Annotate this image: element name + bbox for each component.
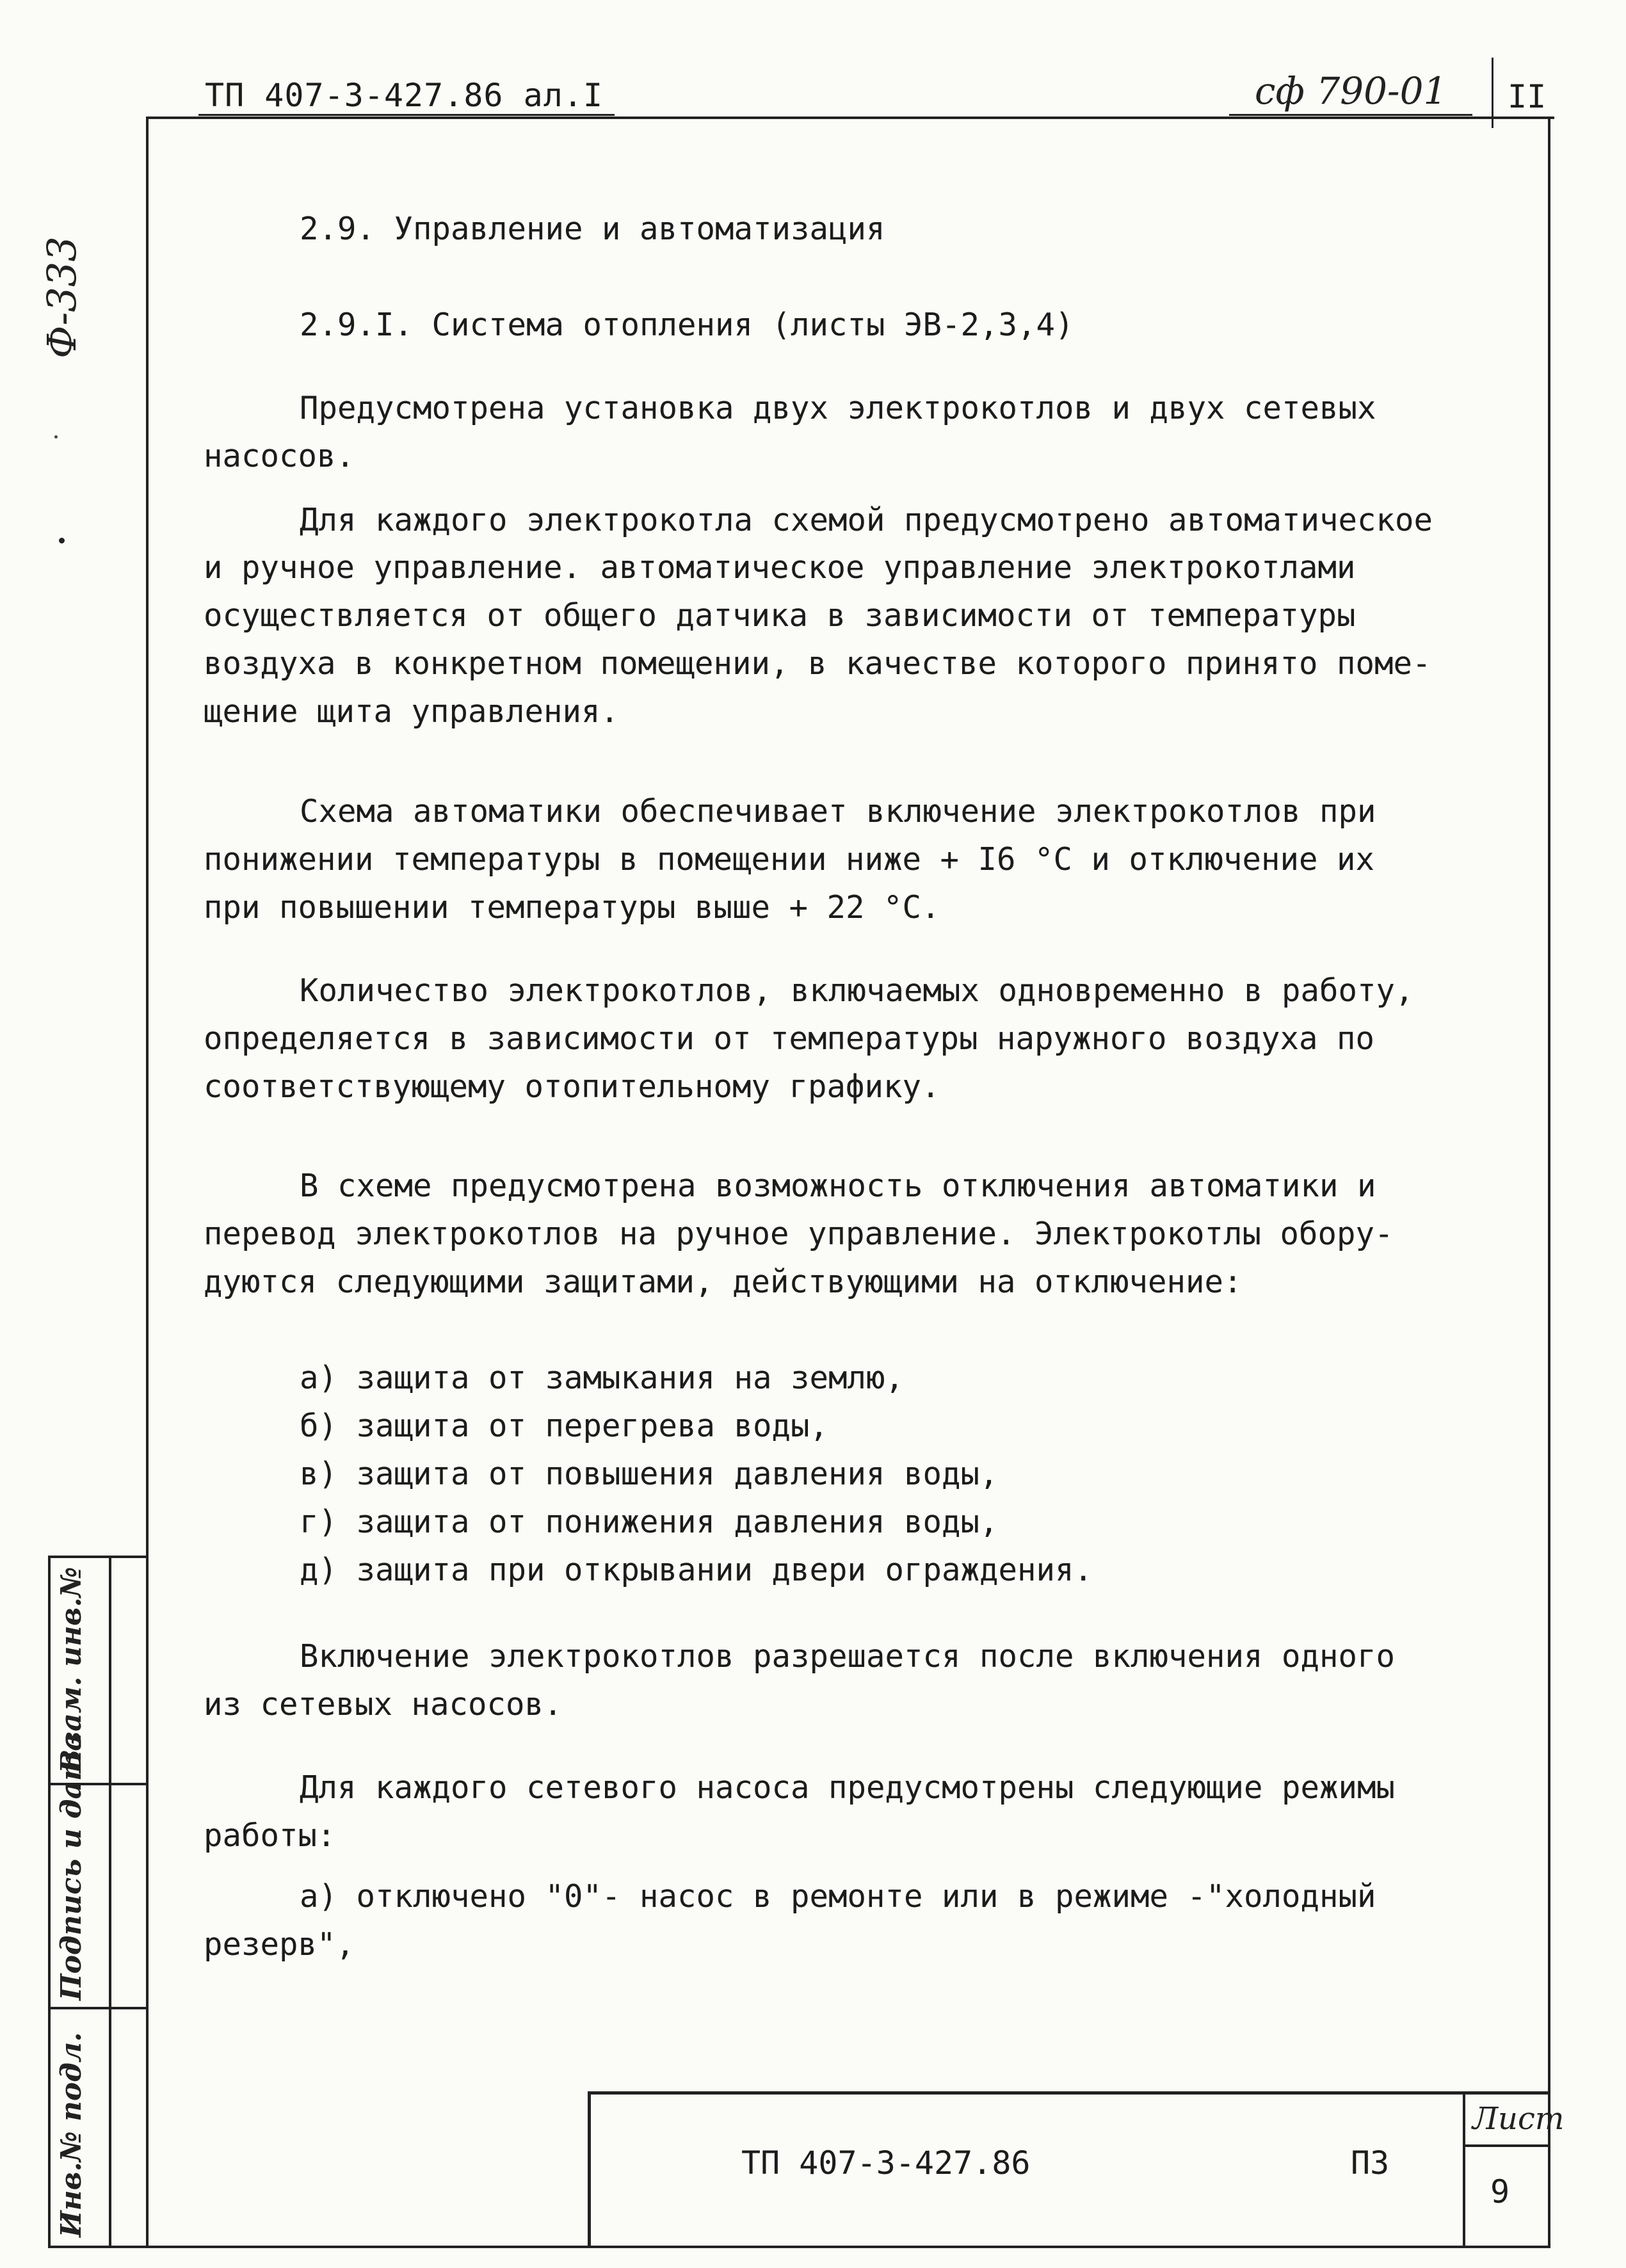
paragraph-line: Для каждого электрокотла схемой предусмотрено автоматическое [300,502,1433,538]
paragraph-line: соответствующему отопительному графику. [204,1068,940,1105]
frame-bottom-border [48,2246,1550,2248]
paragraph-line: В схеме предусмотрена возможность отключения автоматики и [300,1168,1376,1204]
paragraph-line: перевод электрокотлов на ручное управление. Электрокотлы обору- [204,1216,1394,1252]
paragraph-line: Схема автоматики обеспечивает включение электрокотлов при [300,793,1376,830]
header-document-code: ТП 407-3-427.86 ал.I [205,77,604,114]
section-heading: 2.9. Управление и автоматизация [300,211,885,247]
paragraph-line: понижении температуры в помещении ниже + I6 °С и отключение их [204,841,1375,878]
list-item: в) защита от повышения давления воды, [300,1456,999,1492]
stamp-field-replacement: Взам. инв.№ [55,1566,88,1773]
title-block-code: ТП 407-3-427.86 [741,2144,1031,2182]
paragraph-line: и ручное управление. автоматическое управление электрокотлами [204,549,1356,586]
list-item: д) защита при открывании двери ограждения. [300,1552,1093,1588]
paragraph-line: дуются следующими защитами, действующими на отключение: [204,1264,1243,1300]
handwritten-mark: сф 790-01 [1255,69,1447,113]
stamp-divider [48,2007,149,2009]
title-block-sheet-label: Лист [1472,2101,1565,2137]
paragraph-line: воздуха в конкретном помещении, в качестве которого принято поме- [204,645,1431,682]
stamp-divider [48,1556,149,1558]
paragraph-line: а) отключено "0"- насос в ремонте или в режиме -"холодный [300,1878,1376,1915]
paragraph-line: насосов. [204,438,355,474]
handwritten-mark-underline [1229,114,1472,116]
list-item: а) защита от замыкания на землю, [300,1360,905,1396]
paragraph-line: резерв", [204,1926,355,1963]
list-item: г) защита от понижения давления воды, [300,1504,999,1540]
title-block-left-border [588,2091,591,2248]
margin-dot [54,435,58,438]
subsection-heading: 2.9.I. Система отопления (листы ЭВ-2,3,4) [300,307,1074,343]
paragraph-line: щение щита управления. [204,693,620,730]
title-block-divider [1463,2091,1465,2248]
header-underline [198,114,615,116]
frame-right-border [1548,117,1550,2248]
paragraph-line: Количество электрокотлов, включаемых одновременно в работу, [300,972,1414,1009]
paragraph-line: определяется в зависимости от температуры наружного воздуха по [204,1020,1375,1057]
frame-left-border [146,117,149,2248]
paragraph-line: Включение электрокотлов разрешается после включения одного [300,1638,1396,1675]
paragraph-line: Для каждого сетевого насоса предусмотрены следующие режимы [300,1769,1396,1806]
stamp-outer-line [48,1556,51,2247]
paragraph-line: из сетевых насосов. [204,1686,563,1723]
frame-top-border [146,117,1554,119]
stamp-field-inventory: Инв.№ подл. [55,2032,88,2237]
paragraph-line: работы: [204,1817,336,1854]
stamp-inner-line [109,1556,111,2247]
title-block-divider [1463,2144,1549,2147]
paragraph-line: Предусмотрена установка двух электрокотлов и двух сетевых [300,390,1376,426]
list-item: б) защита от перегрева воды, [300,1408,829,1444]
title-block-doc-type: ПЗ [1351,2144,1390,2182]
side-margin-label: Ф-333 [38,236,85,358]
paragraph-line: осуществляется от общего датчика в зависимости от температуры [204,597,1356,634]
paragraph-line: при повышении температуры выше + 22 °С. [204,889,940,926]
title-block-top-border [588,2091,1549,2095]
margin-dot [59,538,65,543]
header-sheet-number: II [1508,78,1547,115]
page-number: 9 [1490,2173,1510,2210]
stamp-field-signature: Подпись и дата [55,1732,88,2000]
